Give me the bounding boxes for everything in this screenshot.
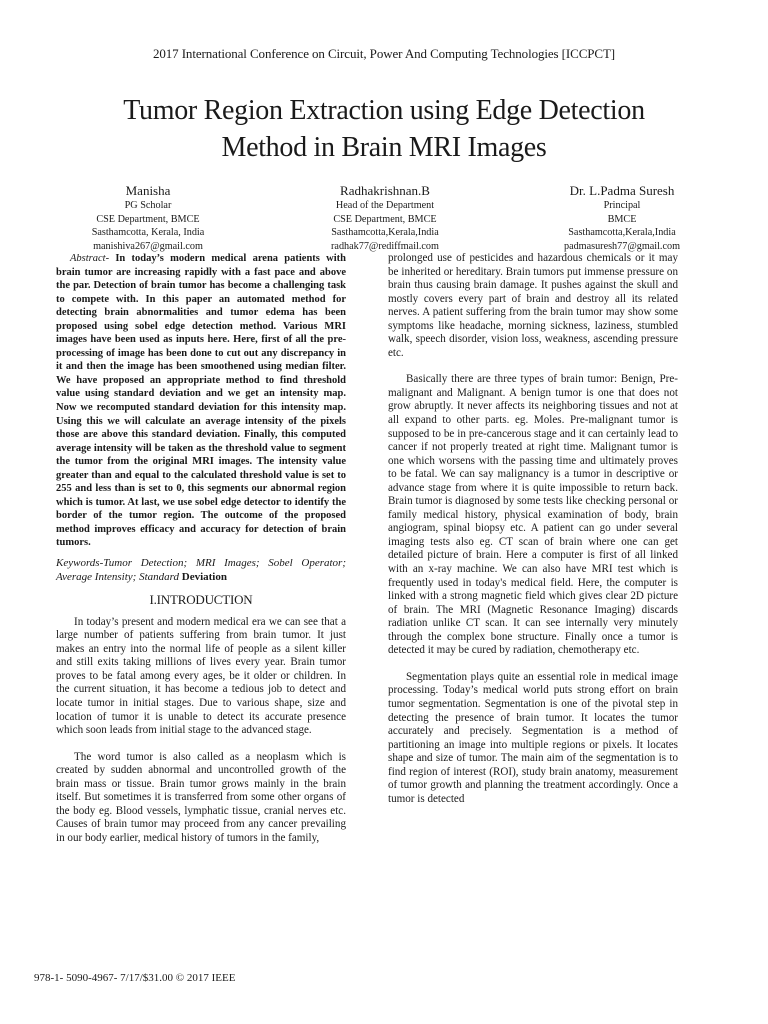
paragraph: Basically there are three types of brain tumor: Benign, Pre-malignant and Malignant. A benign tumor is one that does not grow abruptly. It never affects its neighboring tissues and not at all expand to other parts. eg. Moles. Pre-malignant tumor is supposed to be in pre-cancerous stage and it can certainly lead to cancer if not properly treated at right time. Malignant tumor is one which worsens with the passing time and ultimately proves to be fatal. We can say malignancy is a tumor in descriptive or advance stage from where it is quite impossible to return back. Brain tumor is diagnosed by some tests like checking personal or family medical history, physical examination of body, brain angiogram, spinal biopsy etc. A patient can go under several imaging tests also eg. CT scan of brain where one can get detailed picture of brain. Here a computer is first of all linked with an x-ray machine. We can also have MRI test which is frequently used in today's medical field. Here, the computer is linked with a strong magnetic field which gives clear 2D picture of brain. The MRI (Magnetic Resonance Imaging) discards radiation unlike CT scan. It can see internally very minutely through the complex bone structure. Finally once a tumor is detected it may be cured by radiation, chemotherapy etc. — [388, 373, 678, 657]
keywords-text: Keywords-Tumor Detection; MRI Images; Sobel Operator; Average Intensity; Standard — [56, 557, 346, 583]
author-position: PG Scholar — [124, 200, 172, 211]
author-position: Head of the Department — [335, 200, 435, 211]
paragraph: In today’s present and modern medical era we can see that a large number of patients suffering from brain tumor. It just makes an entry into the normal life of people as a silent killer and still exits taking millions of lives every year. Brain tumor proves to be fatal among every ages, be it older or children. In the current situation, it has become a tedious job to detect and locate tumor in initial stages. Due to various shape, size and location of tumor it is unable to detect its accurate presence which soon leads from initial stage to the advanced stage. — [56, 615, 346, 737]
author-1 — [30, 182, 266, 253]
author-email: radhak77@rediffmail.com — [331, 240, 439, 252]
title-line-1: Tumor Region Extraction using Edge Detection — [123, 95, 645, 126]
author-email: padmasuresh77@gmail.com — [563, 240, 681, 252]
right-column — [388, 252, 678, 806]
copyright-footer: 978-1- 5090-4967- 7/17/$31.00 © 2017 IEEE — [34, 972, 236, 984]
author-block — [30, 182, 740, 253]
paragraph: The word tumor is also called as a neoplasm which is created by sudden abnormal and uncontrolled growth of the brain mass or tissue. Brain tumor grows mainly in the brain itself. But sometimes it is transferred from some other organs of the body eg. Blood vessels, lymphatic tissue, cranial nerves etc. Causes of brain tumor may proceed from any cancer prevailing in our body earlier, medical history of tumors in the family, — [56, 750, 346, 844]
author-dept: BMCE — [607, 213, 637, 225]
title-line-2: Method in Brain MRI Images — [221, 132, 547, 163]
conference-header: 2017 International Conference on Circuit, Power And Computing Technologies [ICCPCT] — [152, 46, 616, 61]
author-location: Sasthamcotta,Kerala,India — [331, 227, 439, 238]
paragraph: Segmentation plays quite an essential role in medical image processing. Today’s medical world puts strong effort on brain tumor segmentation. Segmentation is one of the pivotal step in detecting the presence of brain tumor. It locates the tumor accurately and precisely. Segmentation is a method of partitioning an image into multiple regions or pixels. It locates shape and size of tumor. The main aim of the segmentation is to find region of interest (ROI), study brain anatomy, measurement of tumor growth and planning the treatment accordingly. Once a tumor is detected — [388, 670, 678, 805]
author-location: Sasthamcotta,Kerala,India — [568, 227, 676, 238]
author-name: Radhakrishnan.B — [340, 183, 430, 198]
author-2 — [267, 182, 503, 253]
author-name: Manisha — [125, 183, 171, 198]
keywords — [56, 557, 346, 584]
abstract — [56, 252, 346, 550]
paragraph: prolonged use of pesticides and hazardous chemicals or it may be inherited or hereditary. Brain tumors put immense pressure on brain thus causing brain damage. It pushes against the skull and mostly covers every part of brain and destroy all its related nerves. A patient suffering from the brain tumor may show some symptoms like headache, morning sickness, laziness, stumbled walk, speech disorder, vision loss, weakness, ascending pressure etc. — [388, 252, 678, 359]
left-column — [56, 252, 346, 845]
abstract-text: In today’s modern medical arena patients with brain tumor are increasing rapidly with a fast pace and above the par. Detection of brain tumor has become a challenging task to compete with. In this paper an automated method for detecting brain abnormalities and tumor edema has been proposed using sobel edge detection method. Various MRI images have been used as inputs here. Here, first of all the pre-processing of image has been done to cut out any discrepancy in it and then the image has been smoothened using median filter. We have proposed an appropriate method to find threshold value using standard deviation and we get an intensity map. Now we recomputed standard deviation for this intensity map. Using this we will calculate an average intensity of the pixels those are above this standard deviation. Finally, this computed average intensity will be taken as the threshold value to segment the tumor from the original MRI images. The intensity value greater than and equal to the calculated threshold value is set to 255 and less than is set to 0, this segments our abnormal region which is tumor. At last, we use sobel edge detector to identify the border of the tumor region. The outcome of the proposed method improves efficacy and accuracy for detection of brain tumors. — [56, 253, 346, 549]
section-heading: I.INTRODUCTION — [149, 592, 253, 608]
author-location: Sasthamcotta, Kerala, India — [91, 227, 205, 238]
author-name: Dr. L.Padma Suresh — [569, 183, 675, 198]
author-email: manishiva267@gmail.com — [93, 240, 203, 252]
abstract-label: Abstract- — [70, 253, 110, 264]
author-position: Principal — [603, 200, 641, 211]
author-dept: CSE Department, BMCE — [333, 213, 437, 225]
paper-title — [60, 92, 708, 166]
keywords-last: Deviation — [181, 570, 227, 583]
author-3 — [504, 182, 740, 253]
author-dept: CSE Department, BMCE — [96, 213, 200, 225]
